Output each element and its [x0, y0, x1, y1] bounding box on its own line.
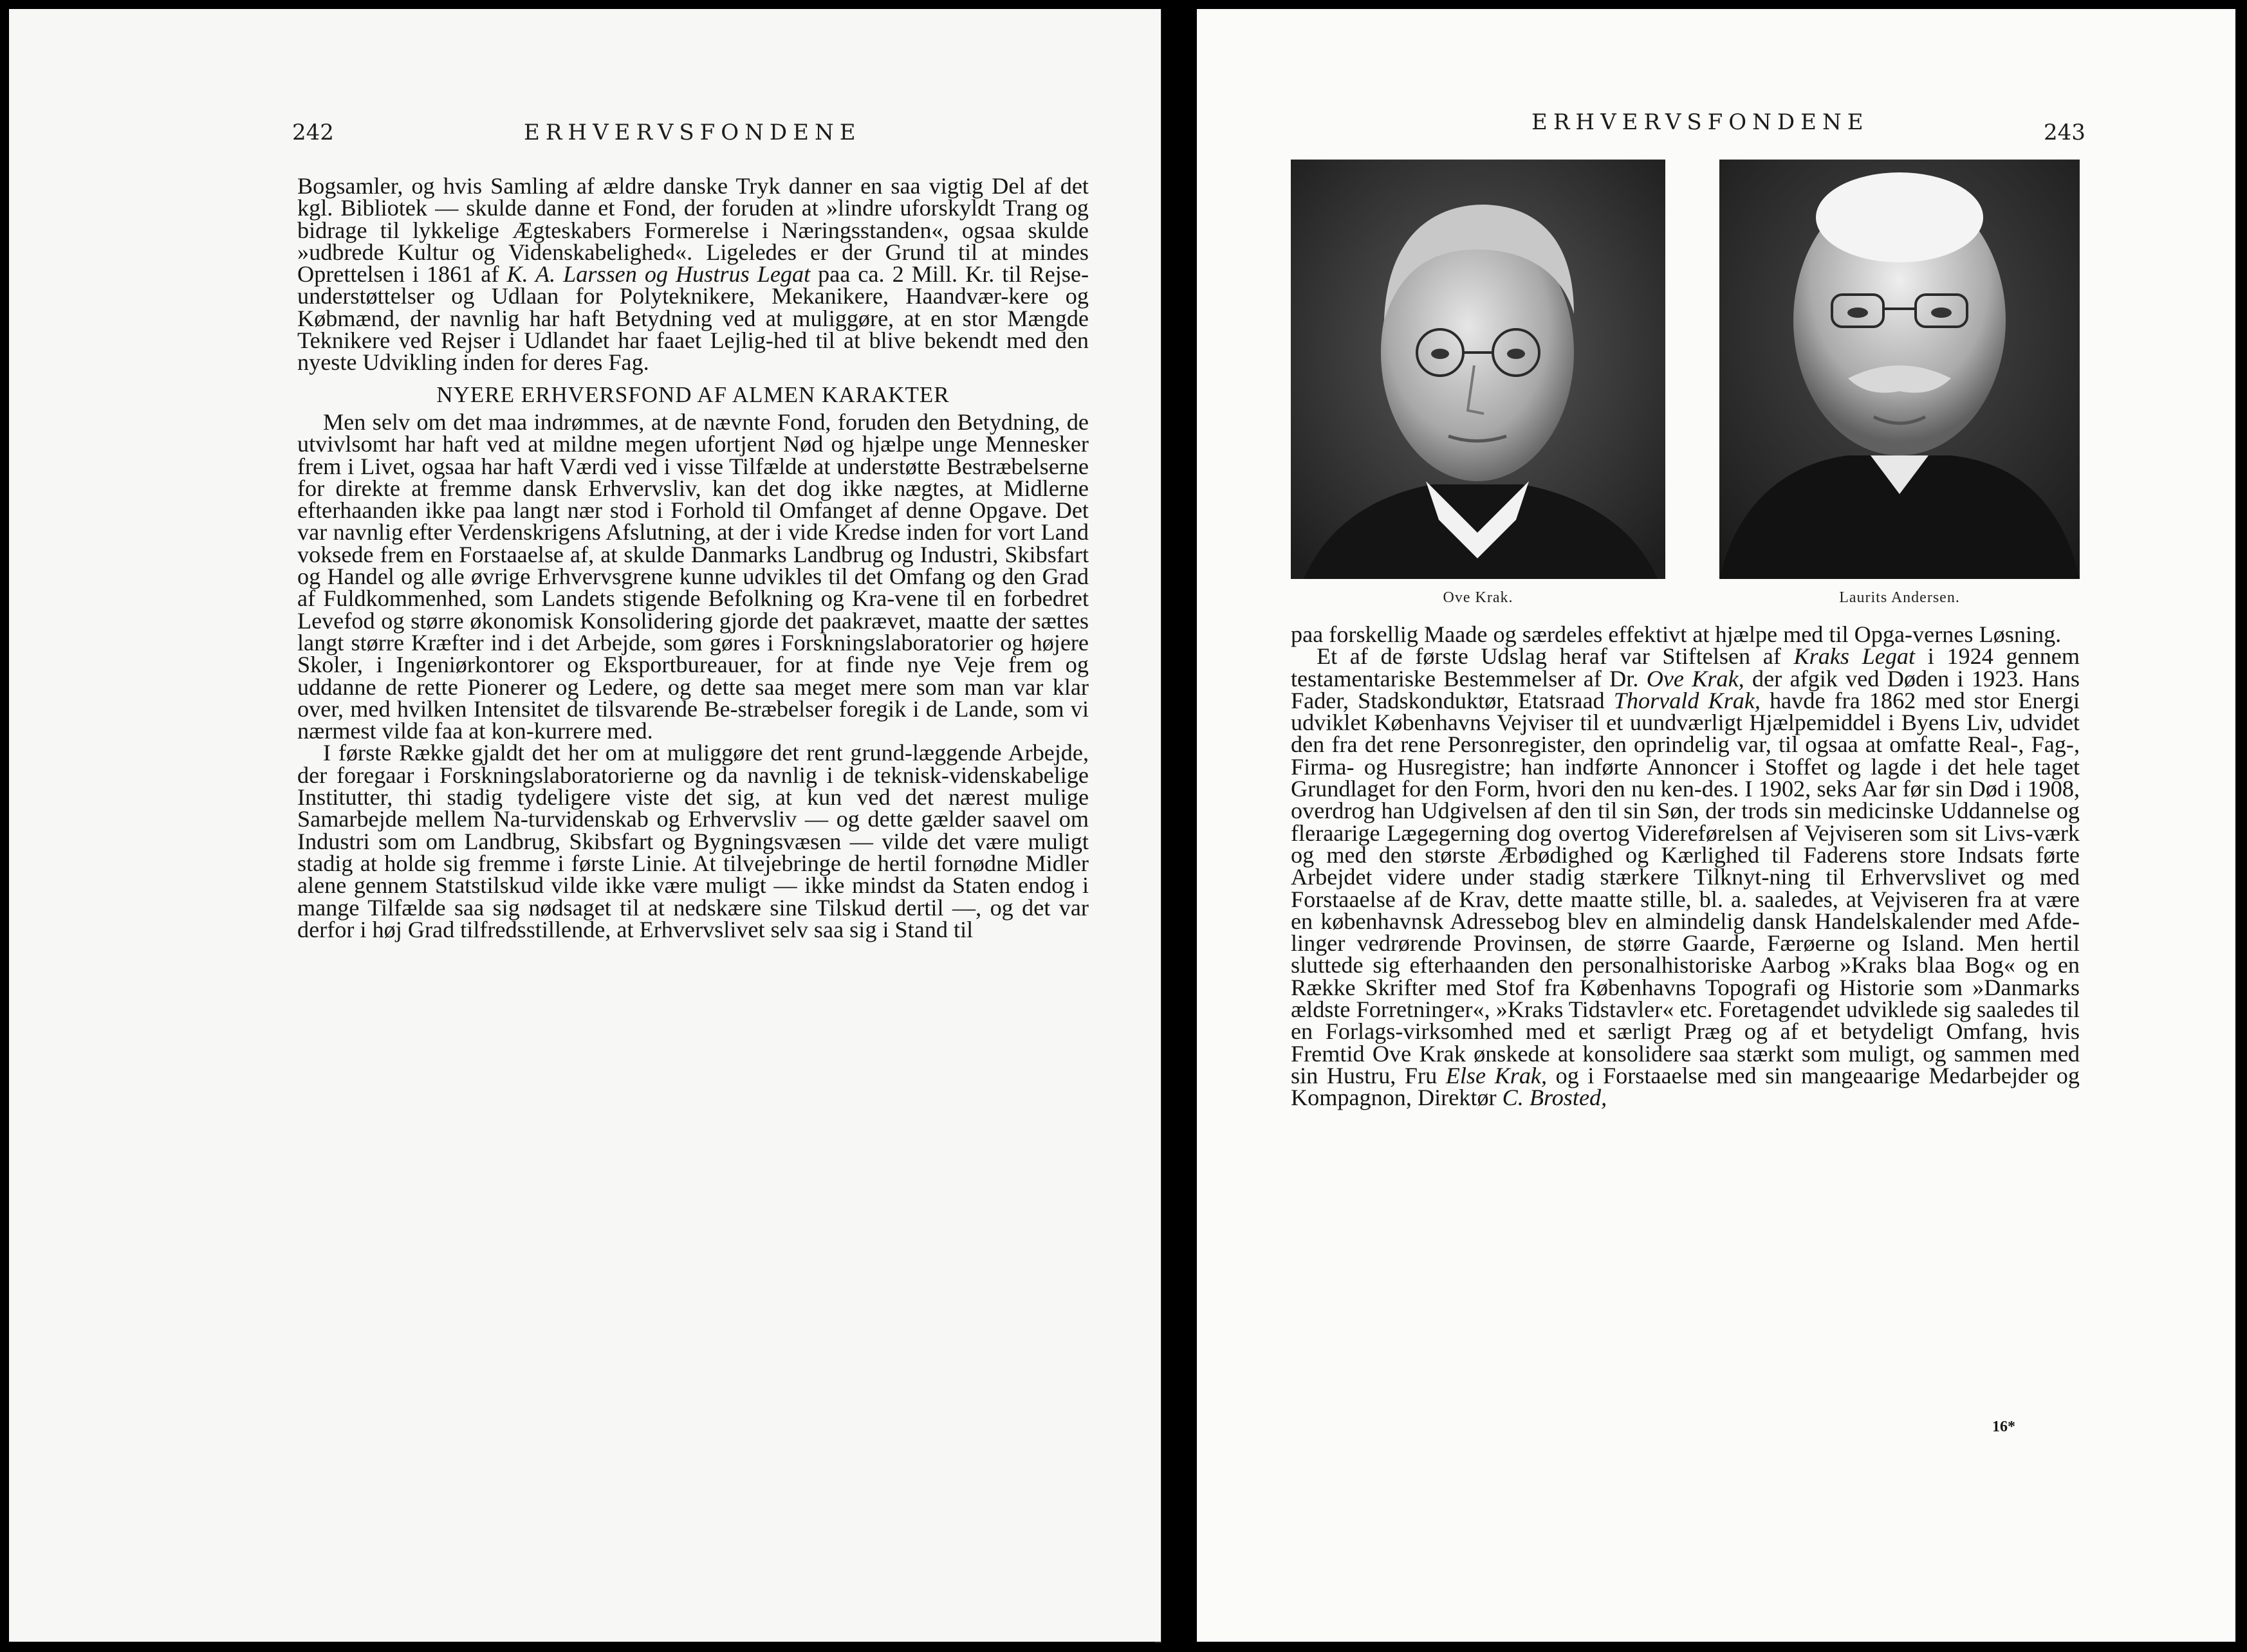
right-body-text [1291, 623, 2080, 1109]
paragraph: Men selv om det maa indrømmes, at de nævnte Fond, foruden den Betydning, de utvivlsomt har haft ved at mildne megen ufortjent Nød og hjælpe unge Mennesker frem i Livet, ogsaa har haft Værdi ved i visse Tilfælde at understøtte Bestræbelserne for direkte at fremme dansk Erhvervsliv, kan det dog ikke nægtes, at Midlerne efterhaanden ikke paa langt nær stod i Forhold til Omfanget af denne Opgave. Det var navnlig efter Verdenskrigens Afslutning, at der i vide Kredse inden for vort Land voksede frem en Forstaaelse af, at skulde Danmarks Landbrug og Industri, Skibsfart og Handel og alle øvrige Erhvervsgrene kunne udvikles til det Omfang og den Grad af Fuldkommenhed, som Landets stigende Befolkning og Kra-vene til en forbedret Levefod og større økonomisk Konsolidering gjorde det paakrævet, maatte der sættes langt større Kræfter ind i det Arbejde, som gøres i Forskningslaboratorier og højere Skoler, i Ingeniørkontorer og Eksportbureauer, for at finde nye Veje frem og uddanne de rette Pionerer og Ledere, og dette saa meget mere som man var klar over, med hvilken Intensitet de tilsvarende Be-stræbelser foregik i de Lande, som vi nærmest vilde faa at kon-kurrere med. [297, 408, 1089, 744]
photo-caption: Laurits Andersen. [1839, 589, 1960, 606]
signature-mark: 16* [1992, 1418, 2015, 1435]
legat-name: K. A. Larssen og Hustrus Legat [506, 261, 811, 288]
left-body-text [297, 175, 1089, 941]
running-head-right: ERHVERVSFONDENE [1531, 109, 1869, 135]
section-heading: NYERE ERHVERSFOND AF ALMEN KARAKTER [436, 381, 950, 407]
portrait-photo-ove-krak [1291, 160, 1665, 579]
paragraph: Bogsamler, og hvis Samling af ældre danske Tryk danner en saa vigtig Del af det kgl. Bibliotek — skulde danne et Fond, der foruden at »lindre uforskyldt Trang og bidrage til lykkelige Ægteskabers Formerelse i Næringsstanden«, ogsaa skulde »udbrede Kultur og Videnskabelighed«. Ligeledes er der Grund til at mindes Oprettelsen i 1861 af K. A. Larssen og Hustrus Legat paa ca. 2 Mill. Kr. til Rejse-understøttelser og Udlaan for Polyteknikere, Mekanikere, Haandvær-kere og Købmænd, der navnlig har haft Betydning ved at muliggøre, at en stor Mængde Teknikere ved Rejser i Udlandet har faaet Lejlig-hed til at blive bekendt med den nyeste Udvikling inden for deres Fag. [297, 173, 1089, 376]
left-page [9, 9, 1161, 1642]
portrait-photo-laurits-andersen [1719, 160, 2080, 579]
photo-caption: Ove Krak. [1443, 589, 1513, 606]
paragraph: I første Række gjaldt det her om at muliggøre det rent grund-læggende Arbejde, der foregaar i Forskningslaboratorierne og da navnlig i de teknisk-videnskabelige Institutter, thi stadig tydeligere viste det sig, at kun ved det nærest mulige Samarbejde mellem Na-turvidenskab og Erhvervsliv — og dette gælder saavel om Industri som om Landbrug, Skibsfart og Bygningsvæsen — vilde det være muligt stadig at holde sig fremme i første Linie. At tilvejebringe de hertil fornødne Midler alene gennem Statstilskud vilde ikke være muligt — ikke mindst da Staten endog i mange Tilfælde saa sig nødsaget til at nedskære sine Tilskud dertil —, og det var derfor i høj Grad tilfredsstillende, at Erhvervslivet selv saa sig i Stand til [297, 740, 1089, 942]
running-head-left: ERHVERVSFONDENE [524, 120, 862, 145]
paragraph: paa forskellig Maade og særdeles effektivt at hjælpe med til Opga-vernes Løsning. [1291, 621, 2062, 647]
right-page [1197, 9, 2235, 1642]
paragraph: Et af de første Udslag heraf var Stiftelsen af Kraks Legat i 1924 gennem testamentariske Bestemmelser af Dr. Ove Krak, der afgik ved Døden i 1923. Hans Fader, Stadskonduktør, Etatsraad Thorvald Krak, havde fra 1862 med stor Energi udviklet Københavns Vejviser til et uundværligt Hjælpemiddel i Byens Liv, udvidet den fra det rene Personregister, den oprindelig var, til ogsaa at omfatte Real-, Fag-, Firma- og Husregistre; han indførte Annoncer i Stoffet og lagde i det hele taget Grundlaget for den Form, hvori den nu ken-des. I 1902, seks Aar før sin Død i 1908, overdrog han Udgivelsen af den til sin Søn, der trods sin medicinske Uddannelse og fleraarige Lægegerning dog overtog Videreførelsen af Vejviseren som sit Livs-værk og med den største Ærbødighed og Kærlighed til Faderens store Indsats førte Arbejdet videre under stadig stærkere Tilknyt-ning til Erhvervslivet og med Forstaaelse af de Krav, dette maatte stille, bl. a. saaledes, at Vejviseren fra at være en københavnsk Adressebog blev en almindelig dansk Handelskalender med Afde-linger vedrørende Provinsen, de større Gaarde, Færøerne og Island. Men hertil sluttede sig efterhaanden den personalhistoriske Aarbog »Kraks blaa Bog« og en Række Skrifter med Stof fra Københavns Topografi og Historie som »Danmarks ældste Forretninger«, »Kraks Tidstavler« etc. Foretagendet udviklede sig saaledes til en Forlags-virksomhed med et særligt Præg og af et betydeligt Omfang, hvis Fremtid Ove Krak ønskede at konsolidere saa stærkt som muligt, og sammen med sin Hustru, Fru Else Krak, og i Forstaaelse med sin mangeaarige Medarbejder og Kompagnon, Direktør C. Brosted, [1291, 643, 2080, 1111]
page-number-left: 242 [292, 120, 334, 145]
page-number-right: 243 [2044, 120, 2085, 145]
